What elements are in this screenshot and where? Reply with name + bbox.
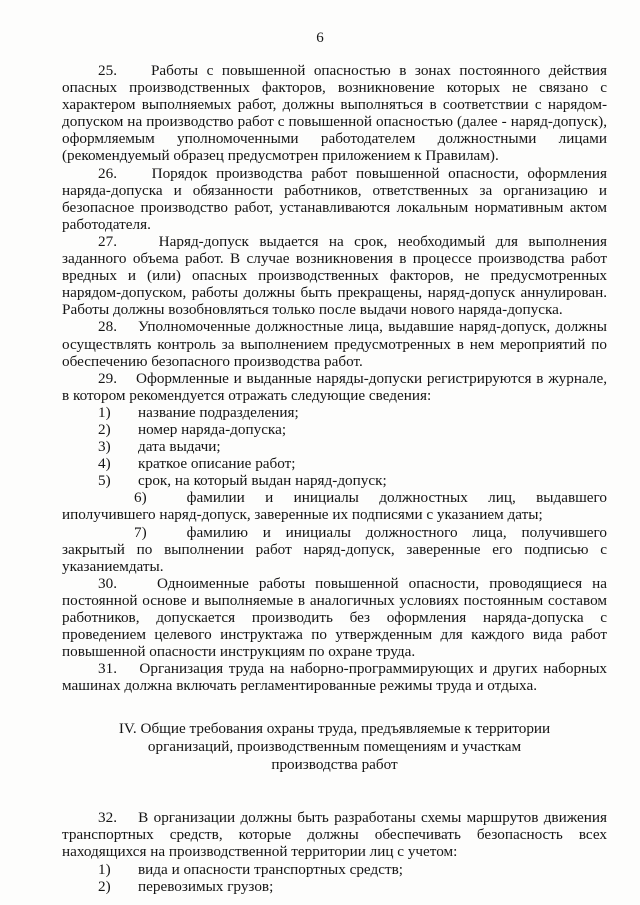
section-heading-line: IV. Общие требования охраны труда, предъявляемые к территории xyxy=(118,720,551,738)
paragraph-29: 29. Оформленные и выданные наряды-допуски регистрируются в журнале, в котором рекомендуется отражать следующие сведения: xyxy=(62,369,607,404)
list-item-text: номер наряда-допуска; xyxy=(138,420,287,438)
list-item xyxy=(62,438,607,455)
paragraph-25: 25. Работы с повышенной опасностью в зонах постоянного действия опасных производственных факторов, возникновение которых не связано с характером выполняемых работ, должны выполняться в соответствии с нарядом-допуском на производство работ с повышенной опасностью (далее - наряд-допуск), оформляемым уполномоченными работодателем должностными лицами (рекомендуемый образец предусмотрен приложением к Правилам). xyxy=(62,62,607,165)
paragraph-26: 26. Порядок производства работ повышенной опасности, оформления наряда-допуска и обязанности работников, ответственных за организацию и безопасное производство работ, устанавливаются локальным нормативным актом работодателя. xyxy=(62,164,607,233)
list-item-text: дата выдачи; xyxy=(138,438,221,456)
paragraph-28: 28. Уполномоченные должностные лица, выдавшие наряд-допуск, должны осуществлять контроль за выполнением предусмотренных в нем мероприятий по обеспечению безопасного производства работ. xyxy=(62,318,607,370)
list-32 xyxy=(62,861,607,895)
paragraph-31: 31. Организация труда на наборно-программирующих и других наборных машинах должна включать регламентированные режимы труда и отдыха. xyxy=(62,660,607,695)
list-item xyxy=(62,472,607,489)
list-item-number: 7) xyxy=(134,523,147,541)
list-item xyxy=(62,861,607,878)
list-item xyxy=(62,524,607,575)
page-number: 6 xyxy=(316,30,324,46)
section-heading-line: производства работ xyxy=(271,755,398,773)
list-item-text: краткое описание работ; xyxy=(138,455,296,473)
list-item-text: фамилии и инициалы должностных лиц, выдавшего иполучившего наряд-допуск, заверенные их подписями с указанием даты; xyxy=(62,489,607,524)
list-item-text: фамилию и инициалы должностного лица, получившего закрытый по выполнении работ наряд-допуск, заверенные его подписью с указаниемдаты. xyxy=(62,523,607,575)
list-item-number: 1) xyxy=(98,860,111,878)
list-item-number: 2) xyxy=(98,420,111,438)
list-item-number: 2) xyxy=(98,877,111,895)
list-item-text: название подразделения; xyxy=(138,403,299,421)
list-item-number: 1) xyxy=(98,403,111,421)
list-item-text: вида и опасности транспортных средств; xyxy=(138,860,403,878)
list-29 xyxy=(62,404,607,575)
paragraph-30: 30. Одноименные работы повышенной опасности, проводящиеся на постоянной основе и выполняемые в аналогичных условиях постоянным составом работников, допускается производить без оформления наряда-допуска с проведением целевого инструктажа по утвержденным для каждого вида работ повышенной опасности инструкциям по охране труда. xyxy=(62,574,607,661)
document-body xyxy=(62,62,607,895)
list-item-text: перевозимых грузов; xyxy=(138,877,274,895)
list-item-number: 4) xyxy=(98,455,111,473)
list-item xyxy=(62,455,607,472)
list-item xyxy=(62,421,607,438)
list-item xyxy=(62,404,607,421)
list-item xyxy=(62,878,607,895)
paragraph-27: 27. Наряд-допуск выдается на срок, необходимый для выполнения заданного объема работ. В случае возникновения в процессе производства работ вредных и (или) опасных производственных факторов, не предусмотренных нарядом-допуском, работы должны быть прекращены, наряд-допуск аннулирован. Работы должны возобновляться только после выдачи нового наряда-допуска. xyxy=(62,232,607,319)
section-heading xyxy=(62,720,607,773)
list-item-text: срок, на который выдан наряд-допуск; xyxy=(138,472,387,490)
list-item-number: 3) xyxy=(98,438,111,456)
list-item-number: 6) xyxy=(134,489,147,507)
section-heading-line: организаций, производственным помещениям и участкам xyxy=(147,738,522,756)
list-item-number: 5) xyxy=(98,472,111,490)
paragraph-32: 32. В организации должны быть разработаны схемы маршрутов движения транспортных средств, которые должны обеспечивать безопасность всех находящихся на производственной территории лиц с учетом: xyxy=(62,809,607,861)
list-item xyxy=(62,489,607,523)
